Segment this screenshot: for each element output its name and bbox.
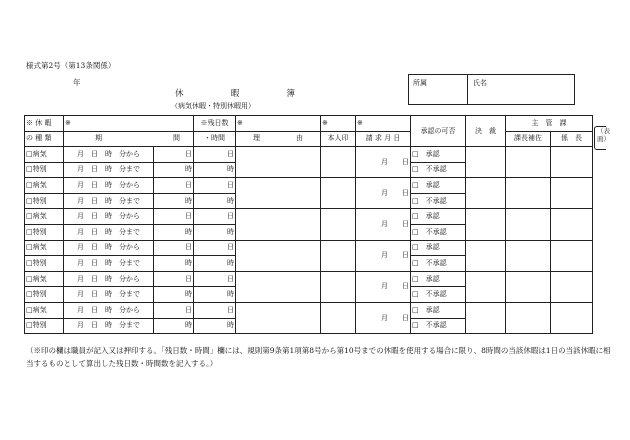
chief-field[interactable] [551,147,593,178]
disapprove-checkbox[interactable]: □ 不承認 [411,256,466,272]
period-days-field[interactable]: 日 [154,271,194,287]
deputy-header: 課長補佐 [506,131,551,147]
from-date-field[interactable]: 月 日 時 分から [64,271,154,287]
period-header-label [64,131,194,147]
reason-label-right: 由 [296,134,303,143]
disapprove-checkbox[interactable]: □ 不承認 [411,287,466,303]
table-row [25,209,593,225]
period-hours-field[interactable]: 時 [154,287,194,303]
special-checkbox[interactable]: □特別 [25,318,64,334]
reason-field[interactable] [236,178,321,209]
period-label-right: 間 [173,134,180,143]
special-checkbox[interactable]: □特別 [25,162,64,178]
deputy-field[interactable] [506,147,551,178]
table-row [25,302,593,318]
approval-header: 承認の可否 [411,116,466,147]
reason-field[interactable] [236,240,321,271]
sick-checkbox[interactable]: □病気 [25,178,64,194]
from-date-field[interactable]: 月 日 時 分から [64,178,154,194]
decision-field[interactable] [466,271,506,302]
disapprove-checkbox[interactable]: □ 不承認 [411,162,466,178]
chief-field[interactable] [551,178,593,209]
remain-days-field[interactable]: 日 [194,240,236,256]
period-days-field[interactable]: 日 [154,240,194,256]
remain-hours-field[interactable]: 時 [194,256,236,272]
special-checkbox[interactable]: □特別 [25,224,64,240]
special-checkbox[interactable]: □特別 [25,193,64,209]
to-date-field[interactable]: 月 日 時 分まで [64,256,154,272]
seal-header-mark: ※ [321,116,356,132]
deputy-field[interactable] [506,178,551,209]
to-date-field[interactable]: 月 日 時 分まで [64,318,154,334]
period-hours-field[interactable]: 時 [154,256,194,272]
to-date-field[interactable]: 月 日 時 分まで [64,224,154,240]
reason-label-left: 理 [253,134,260,143]
chief-field[interactable] [551,209,593,240]
period-hours-field[interactable]: 時 [154,162,194,178]
seal-header-label: 本人印 [321,131,356,147]
period-days-field[interactable]: 日 [154,302,194,318]
period-header-mark: ※ [64,116,194,132]
sick-checkbox[interactable]: □病気 [25,302,64,318]
remain-days-field[interactable]: 日 [194,178,236,194]
reason-field[interactable] [236,302,321,333]
from-date-field[interactable]: 月 日 時 分から [64,302,154,318]
to-date-field[interactable]: 月 日 時 分まで [64,193,154,209]
request-date-field[interactable]: 月 日 [356,302,411,333]
approve-checkbox[interactable]: □ 承認 [411,147,466,163]
remain-header-line1: ※残日数 [194,116,236,132]
decision-header: 決 裁 [466,116,506,147]
header-row-1 [25,116,593,132]
deputy-field[interactable] [506,302,551,333]
remain-days-field[interactable]: 日 [194,271,236,287]
table-row [25,147,593,163]
disapprove-checkbox[interactable]: □ 不承認 [411,224,466,240]
year-label: 年 [73,78,81,87]
period-hours-field[interactable]: 時 [154,318,194,334]
to-date-field[interactable]: 月 日 時 分まで [64,287,154,303]
table-row [25,178,593,194]
approve-checkbox[interactable]: □ 承認 [411,240,466,256]
remain-hours-field[interactable]: 時 [194,287,236,303]
reason-header-mark: ※ [236,116,321,132]
form-number: 様式第2号（第13条関係） [26,61,116,70]
from-date-field[interactable]: 月 日 時 分から [64,147,154,163]
deputy-field[interactable] [506,209,551,240]
request-date-field[interactable]: 月 日 [356,271,411,302]
remain-hours-field[interactable]: 時 [194,318,236,334]
header-row-2 [25,131,593,147]
seal-field[interactable] [321,240,356,271]
period-days-field[interactable]: 日 [154,178,194,194]
remain-hours-field[interactable]: 時 [194,193,236,209]
seal-field[interactable] [321,302,356,333]
seal-field[interactable] [321,147,356,178]
approve-checkbox[interactable]: □ 承認 [411,209,466,225]
from-date-field[interactable]: 月 日 時 分から [64,209,154,225]
remain-hours-field[interactable]: 時 [194,162,236,178]
period-days-field[interactable]: 日 [154,147,194,163]
table-row [25,240,593,256]
remain-days-field[interactable]: 日 [194,302,236,318]
special-checkbox[interactable]: □特別 [25,256,64,272]
affiliation-label: 所属 [413,79,427,87]
side-mark: （表面） [594,126,606,150]
request-header-label: 請 求 月 日 [356,131,411,147]
deputy-field[interactable] [506,240,551,271]
seal-field[interactable] [321,178,356,209]
reason-field[interactable] [236,271,321,302]
sick-checkbox[interactable]: □病気 [25,209,64,225]
seal-field[interactable] [321,209,356,240]
footnote: （※印の欄は職員が記入又は押印する。「残日数・時間」欄には、規則第9条第1項第8号から第10号までの休暇を使用する場合に限り、8時間の当該休暇は1日の当該休暇に相当するものとして算出した残日数・時間数を記入する。） [26,346,611,368]
approve-checkbox[interactable]: □ 承認 [411,302,466,318]
remain-header-line2: ・時間 [194,131,236,147]
decision-field[interactable] [466,147,506,178]
decision-field[interactable] [466,209,506,240]
leave-table [24,115,593,334]
reason-field[interactable] [236,147,321,178]
request-date-field[interactable]: 月 日 [356,209,411,240]
seal-field[interactable] [321,271,356,302]
title-char-1: 休 [175,89,184,99]
period-label-left: 期 [95,134,102,143]
sick-checkbox[interactable]: □病気 [25,147,64,163]
decision-field[interactable] [466,240,506,271]
supervisor-header: 主 管 課 [506,116,593,132]
chief-header: 係 長 [551,131,593,147]
title-char-3: 簿 [286,89,295,99]
reason-field[interactable] [236,209,321,240]
disapprove-checkbox[interactable]: □ 不承認 [411,193,466,209]
from-date-field[interactable]: 月 日 時 分から [64,240,154,256]
remain-days-field[interactable]: 日 [194,147,236,163]
request-date-field[interactable]: 月 日 [356,147,411,178]
period-hours-field[interactable]: 時 [154,224,194,240]
name-label: 氏名 [473,79,487,87]
reason-header-label [236,131,321,147]
request-header-mark: ※ [356,116,411,132]
sick-checkbox[interactable]: □病気 [25,271,64,287]
request-date-field[interactable]: 月 日 [356,178,411,209]
table-body [25,116,593,334]
approve-checkbox[interactable]: □ 承認 [411,178,466,194]
deputy-field[interactable] [506,271,551,302]
period-hours-field[interactable]: 時 [154,193,194,209]
chief-field[interactable] [551,302,593,333]
approve-checkbox[interactable]: □ 承認 [411,271,466,287]
book-title [175,87,295,99]
title-char-2: 暇 [230,89,240,99]
chief-field[interactable] [551,240,593,271]
type-header-mark: ※ 休 暇 [25,116,64,132]
decision-field[interactable] [466,302,506,333]
remain-hours-field[interactable]: 時 [194,224,236,240]
affiliation-box [408,74,575,105]
subtitle: （病気休暇・特別休暇用） [171,102,255,110]
table-row [25,271,593,287]
remain-days-field[interactable]: 日 [194,209,236,225]
disapprove-checkbox[interactable]: □ 不承認 [411,318,466,334]
decision-field[interactable] [466,178,506,209]
request-date-field[interactable]: 月 日 [356,240,411,271]
period-days-field[interactable]: 日 [154,209,194,225]
affiliation-divider [467,75,468,104]
sick-checkbox[interactable]: □病気 [25,240,64,256]
to-date-field[interactable]: 月 日 時 分まで [64,162,154,178]
special-checkbox[interactable]: □特別 [25,287,64,303]
chief-field[interactable] [551,271,593,302]
type-header-label: の 種 類 [25,131,64,147]
